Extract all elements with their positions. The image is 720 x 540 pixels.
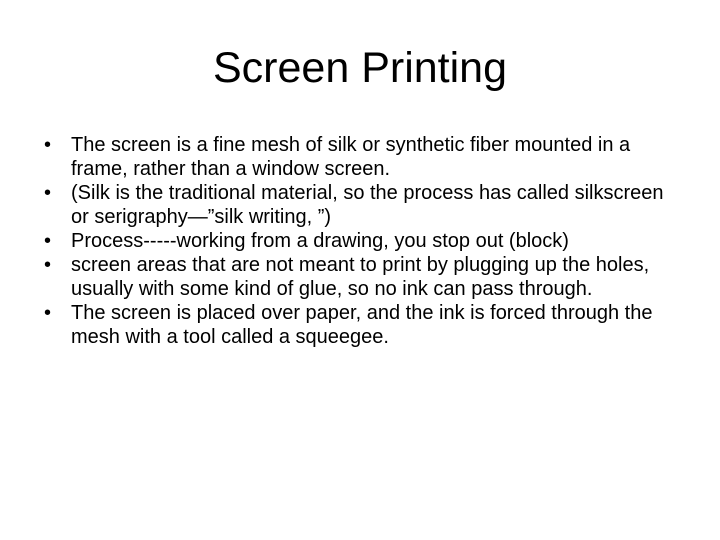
- list-item: [44, 133, 684, 181]
- bullet-icon: •: [44, 254, 52, 276]
- bullet-text: screen areas that are not meant to print by plugging up the holes, usually with some kind of glue, so no ink can pass through.: [71, 254, 650, 300]
- bullet-text: The screen is a fine mesh of silk or synthetic fiber mounted in a frame, rather than a window screen.: [71, 134, 631, 180]
- bullet-icon: •: [44, 134, 52, 156]
- bullet-text: Process-----working from a drawing, you stop out (block): [71, 230, 569, 252]
- bullet-text: The screen is placed over paper, and the ink is forced through the mesh with a tool called a squeegee.: [71, 302, 653, 348]
- bullet-text: (Silk is the traditional material, so the process has called silkscreen or serigraphy—”silk writing, ”): [71, 182, 664, 228]
- list-item: [44, 253, 684, 301]
- bullet-icon: •: [44, 182, 52, 204]
- list-item: [44, 229, 684, 253]
- list-item: [44, 301, 684, 349]
- bullet-icon: •: [44, 302, 52, 324]
- slide-title: Screen Printing: [213, 44, 507, 92]
- list-item: [44, 181, 684, 229]
- bullet-icon: •: [44, 230, 52, 252]
- bullet-list: [44, 133, 684, 349]
